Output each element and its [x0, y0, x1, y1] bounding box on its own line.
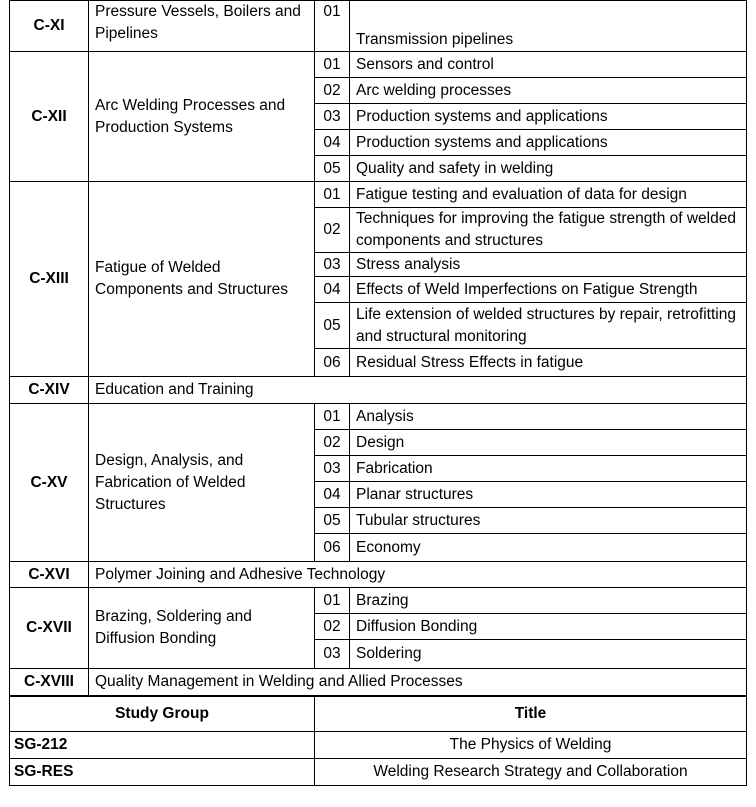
sub-commission-title: Design: [350, 430, 747, 456]
sub-commission-number: 06: [315, 349, 350, 377]
sub-commission-title: Fatigue testing and evaluation of data for design: [350, 182, 747, 208]
commissions-table-body: [10, 1, 747, 696]
sub-commission-number: 01: [315, 182, 350, 208]
sub-commission-number: 04: [315, 482, 350, 508]
commission-row: [10, 377, 747, 404]
sub-commission-number: 05: [315, 303, 350, 349]
commission-title: Brazing, Soldering and Diffusion Bonding: [89, 588, 315, 669]
commissions-table: [9, 0, 747, 696]
study-group-header: Study Group: [10, 697, 315, 732]
sub-commission-title: Transmission pipelines: [350, 1, 747, 52]
study-group-row: [10, 759, 747, 786]
commission-title: Arc Welding Processes and Production Systems: [89, 52, 315, 182]
commission-row: [10, 182, 747, 208]
sub-commission-title: Effects of Weld Imperfections on Fatigue Strength: [350, 277, 747, 303]
document-page: [9, 0, 746, 786]
sub-commission-title: Planar structures: [350, 482, 747, 508]
sub-commission-title: Production systems and applications: [350, 130, 747, 156]
commission-row: [10, 669, 747, 696]
sub-commission-title: Fabrication: [350, 456, 747, 482]
commission-code: C-XIII: [10, 182, 89, 377]
sub-commission-title: Quality and safety in welding: [350, 156, 747, 182]
sub-commission-title: Economy: [350, 534, 747, 562]
sub-commission-number: 02: [315, 78, 350, 104]
commission-row: [10, 1, 747, 52]
sub-commission-number: 01: [315, 404, 350, 430]
study-group-title: The Physics of Welding: [315, 732, 747, 759]
study-group-code: SG-212: [10, 732, 315, 759]
sub-commission-title: Techniques for improving the fatigue strength of welded components and structures: [350, 208, 747, 253]
commission-title: Fatigue of Welded Components and Structures: [89, 182, 315, 377]
study-group-code: SG-RES: [10, 759, 315, 786]
commission-row: [10, 562, 747, 588]
sub-commission-number: 06: [315, 534, 350, 562]
commission-code: C-XIV: [10, 377, 89, 404]
commission-title: Quality Management in Welding and Allied Processes: [89, 669, 747, 696]
sub-commission-number: 01: [315, 52, 350, 78]
sub-commission-title: Diffusion Bonding: [350, 614, 747, 640]
commission-code: C-XV: [10, 404, 89, 562]
sub-commission-title: Stress analysis: [350, 253, 747, 277]
commission-row: [10, 52, 747, 78]
sub-commission-number: 02: [315, 208, 350, 253]
commission-code: C-XI: [10, 1, 89, 52]
study-groups-header-row: [10, 697, 747, 732]
commission-row: [10, 404, 747, 430]
sub-commission-title: Arc welding processes: [350, 78, 747, 104]
commission-title: Pressure Vessels, Boilers and Pipelines: [89, 1, 315, 52]
sub-commission-number: 03: [315, 104, 350, 130]
sub-commission-title: Analysis: [350, 404, 747, 430]
sub-commission-title: Production systems and applications: [350, 104, 747, 130]
commission-title: Education and Training: [89, 377, 747, 404]
sub-commission-number: 05: [315, 156, 350, 182]
sub-commission-title: Residual Stress Effects in fatigue: [350, 349, 747, 377]
sub-commission-title: Life extension of welded structures by repair, retrofitting and structural monitoring: [350, 303, 747, 349]
sub-commission-title: Soldering: [350, 640, 747, 669]
sub-commission-number: 02: [315, 430, 350, 456]
sub-commission-number: 01: [315, 1, 350, 52]
study-group-title: Welding Research Strategy and Collaboration: [315, 759, 747, 786]
sub-commission-number: 04: [315, 277, 350, 303]
sub-commission-number: 05: [315, 508, 350, 534]
sub-commission-title: Sensors and control: [350, 52, 747, 78]
study-group-row: [10, 732, 747, 759]
sub-commission-number: 01: [315, 588, 350, 614]
sub-commission-number: 04: [315, 130, 350, 156]
sub-commission-number: 03: [315, 640, 350, 669]
commission-code: C-XVIII: [10, 669, 89, 696]
study-groups-table: [9, 696, 747, 786]
commission-title: Polymer Joining and Adhesive Technology: [89, 562, 747, 588]
title-header: Title: [315, 697, 747, 732]
commission-code: C-XVI: [10, 562, 89, 588]
sub-commission-title: Tubular structures: [350, 508, 747, 534]
commission-title: Design, Analysis, and Fabrication of Welded Structures: [89, 404, 315, 562]
sub-commission-number: 03: [315, 253, 350, 277]
sub-commission-number: 03: [315, 456, 350, 482]
sub-commission-number: 02: [315, 614, 350, 640]
commission-code: C-XVII: [10, 588, 89, 669]
commission-row: [10, 588, 747, 614]
sub-commission-title: Brazing: [350, 588, 747, 614]
commission-code: C-XII: [10, 52, 89, 182]
